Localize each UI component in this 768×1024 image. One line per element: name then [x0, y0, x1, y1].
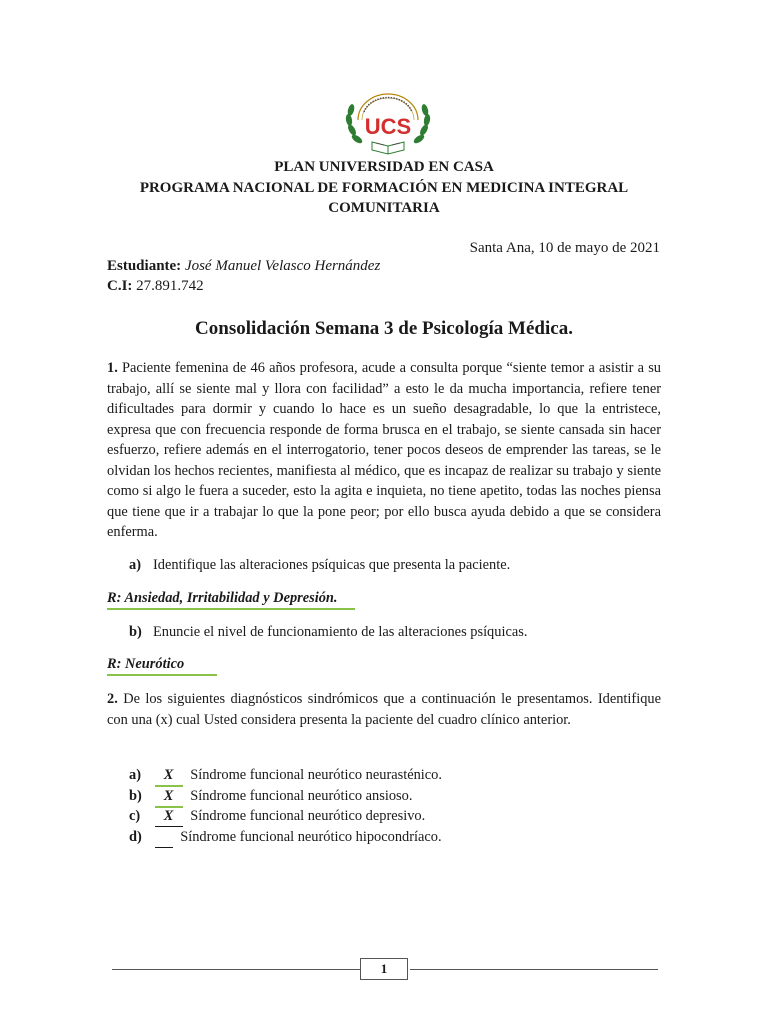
- answer-1a-underline: [107, 608, 355, 610]
- option-b-mark: X: [155, 786, 183, 808]
- question-1-number: 1.: [107, 360, 118, 376]
- option-c-text: Síndrome funcional neurótico depresivo.: [190, 808, 426, 824]
- question-1-text: Paciente femenina de 46 años profesora, acude a consulta porque “siente temor a asistir a su trabajo, allí se siente mal y llora con facilidad” a esto le da mucha importancia, refiere tener dificultades para dormir y cuando lo hace es un sueño desagradable, lo que la entristece, expresa que con frecuencia responde de forma brusca en el trabajo, se siente cansada sin hacer esfuerzo, refiere además en el interrogatorio, tener pocos deseos de emprender las tareas, se le olvidan los hechos recientes, manifiesta al médico, que es incapaz de realizar su trabajo y siente como si algo le fuera a suceder, esto la agita e inquieta, no tiene apetito, todas las noches piensa que tiene que ir a trabajar lo que la pone peor; por ello busca ayuda debido a que se considera enferma.: [107, 360, 661, 540]
- answer-1b: [107, 656, 184, 673]
- ci-label: C.I:: [107, 278, 133, 294]
- option-d-label: d): [129, 829, 142, 845]
- question-1a-label: a): [129, 557, 141, 573]
- option-c-mark: X: [155, 806, 183, 827]
- question-1b-text: Enuncie el nivel de funcionamiento de las alteraciones psíquicas.: [153, 624, 528, 640]
- answer-1b-underline: [107, 674, 217, 676]
- question-2-number: 2.: [107, 691, 118, 707]
- option-c-label: c): [129, 808, 141, 824]
- footer-rule-right: [410, 969, 658, 970]
- ucs-logo: [340, 90, 436, 158]
- ci-value: 27.891.742: [136, 278, 204, 294]
- option-b-label: b): [129, 788, 142, 804]
- option-a-mark: X: [155, 765, 183, 787]
- header-line-2: PROGRAMA NACIONAL DE FORMACIÓN EN MEDICINA INTEGRAL: [139, 180, 629, 196]
- answer-1a: [107, 590, 338, 607]
- option-a-text: Síndrome funcional neurótico neurasténico.: [190, 767, 442, 783]
- option-a: [129, 765, 442, 787]
- header-line-1: PLAN UNIVERSIDAD EN CASA: [274, 159, 494, 175]
- page-number: 1: [360, 958, 408, 980]
- option-b: [129, 786, 412, 808]
- option-c: [129, 806, 425, 827]
- answer-1a-text: R: Ansiedad, Irritabilidad y Depresión.: [107, 590, 338, 606]
- option-d-mark: [155, 827, 173, 848]
- header-line-3: COMUNITARIA: [328, 200, 440, 216]
- question-2-text: De los siguientes diagnósticos sindrómicos que a continuación le presentamos. Identifique con una (x) cual Usted considera presenta la paciente del cuadro clínico anterior.: [107, 691, 661, 728]
- option-d: [129, 827, 442, 848]
- question-1b: [129, 624, 527, 641]
- document-title: Consolidación Semana 3 de Psicología Médica.: [195, 318, 573, 339]
- question-1: [107, 358, 661, 543]
- student-field: [107, 258, 380, 275]
- answer-1b-text: R: Neurótico: [107, 656, 185, 672]
- ci-field: [107, 278, 204, 295]
- option-a-label: a): [129, 767, 141, 783]
- document-date: Santa Ana, 10 de mayo de 2021: [469, 240, 660, 256]
- option-d-text: Síndrome funcional neurótico hipocondríaco.: [180, 829, 442, 845]
- student-name: José Manuel Velasco Hernández: [184, 258, 381, 274]
- footer-rule-left: [112, 969, 360, 970]
- question-2: [107, 689, 661, 730]
- question-1a-text: Identifique las alteraciones psíquicas que presenta la paciente.: [153, 557, 511, 573]
- student-label: Estudiante:: [107, 258, 182, 274]
- question-1a: [129, 557, 510, 574]
- option-b-text: Síndrome funcional neurótico ansioso.: [190, 788, 413, 804]
- logo-text: UCS: [364, 114, 412, 139]
- question-1b-label: b): [129, 624, 142, 640]
